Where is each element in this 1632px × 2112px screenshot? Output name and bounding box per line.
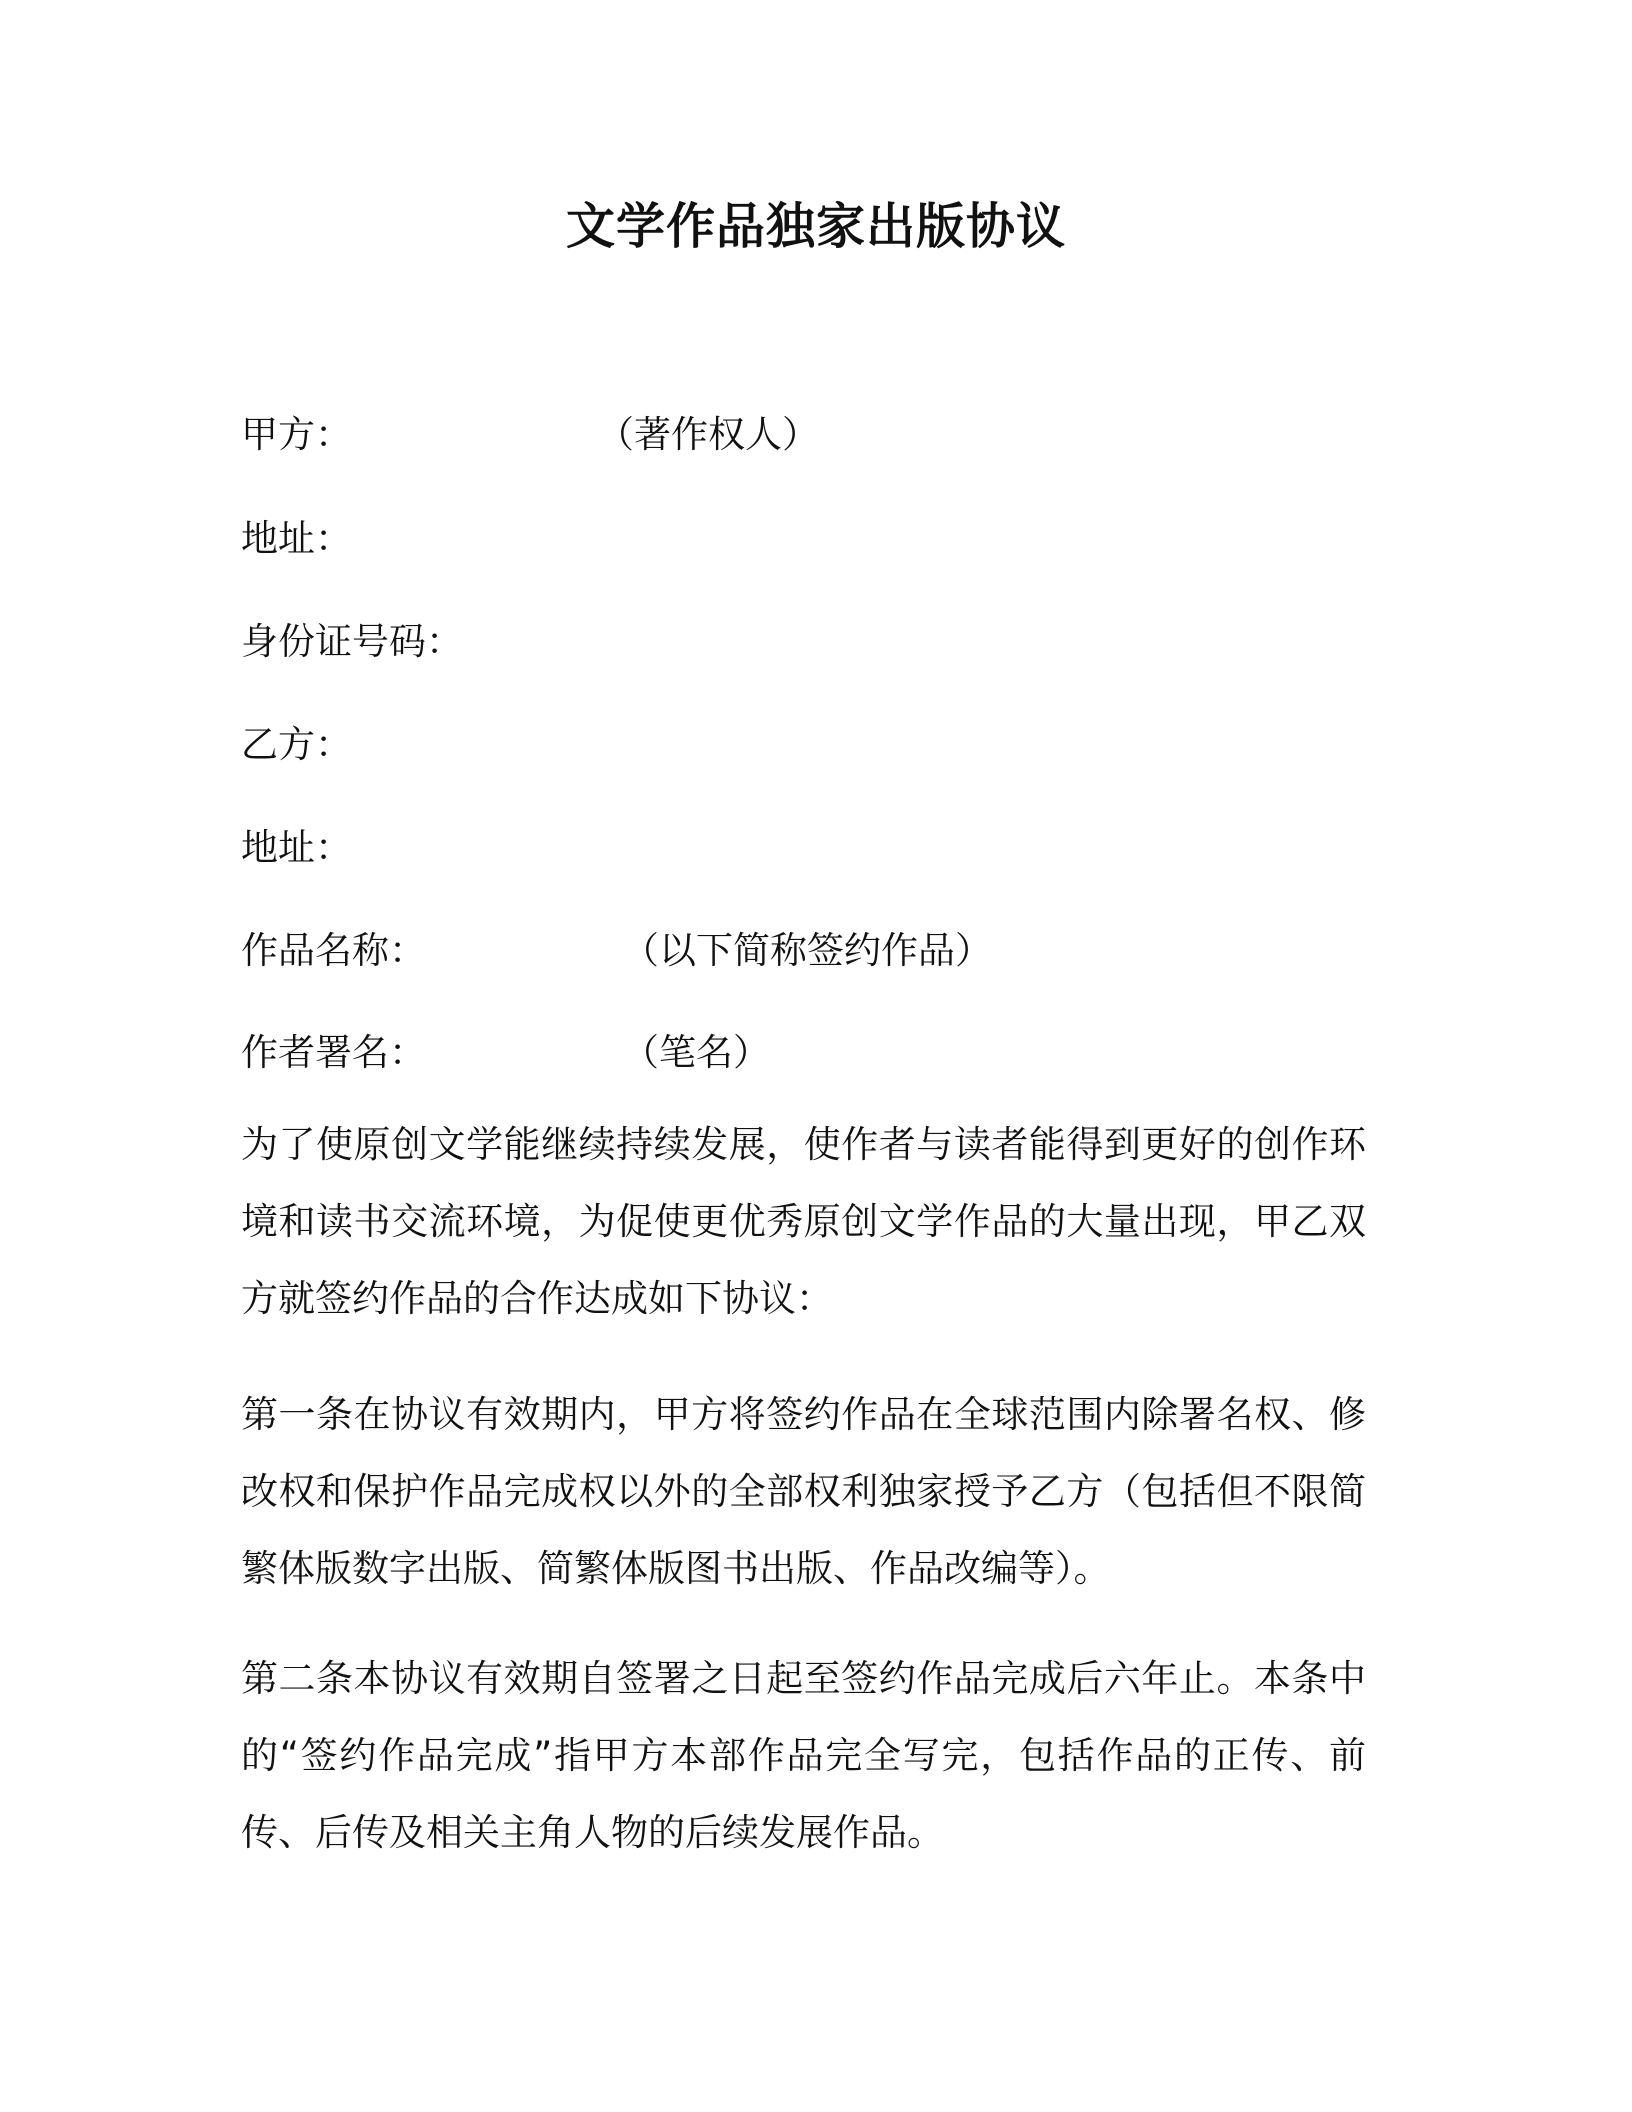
party-a-address-label: 地址：	[241, 517, 352, 560]
party-a-label: 甲方：	[241, 413, 352, 456]
article-2-paragraph: 第二条本协议有效期自签署之日起至签约作品完成后六年止。本条中的“签约作品完成”指甲方本部作品完全写完，包括作品的正传、前传、后传及相关主角人物的后续发展作品。	[241, 1657, 1366, 1854]
party-b-address-label: 地址：	[241, 826, 352, 869]
work-title-field	[241, 926, 992, 976]
work-title-note: （以下简称签约作品）	[622, 929, 992, 972]
id-number-field	[241, 617, 463, 667]
party-a-note: （著作权人）	[597, 413, 819, 456]
party-b-address-field	[241, 823, 352, 873]
party-a-field	[241, 410, 819, 460]
author-signature-label: 作者署名：	[241, 1031, 426, 1074]
party-b-label: 乙方：	[241, 723, 352, 766]
party-a-address-field	[241, 514, 352, 564]
author-signature-note: （笔名）	[622, 1031, 770, 1074]
work-title-label: 作品名称：	[241, 929, 426, 972]
author-signature-field	[241, 1028, 770, 1078]
id-number-label: 身份证号码：	[241, 620, 463, 663]
article-1-paragraph: 第一条在协议有效期内，甲方将签约作品在全球范围内除署名权、修改权和保护作品完成权以外的全部权利独家授予乙方（包括但不限简繁体版数字出版、简繁体版图书出版、作品改编等）。	[241, 1393, 1366, 1590]
document-title: 文学作品独家出版协议	[565, 198, 1066, 255]
preamble-paragraph: 为了使原创文学能继续持续发展，使作者与读者能得到更好的创作环境和读书交流环境，为促使更优秀原创文学作品的大量出现，甲乙双方就签约作品的合作达成如下协议：	[241, 1123, 1366, 1320]
party-b-field	[241, 720, 352, 770]
